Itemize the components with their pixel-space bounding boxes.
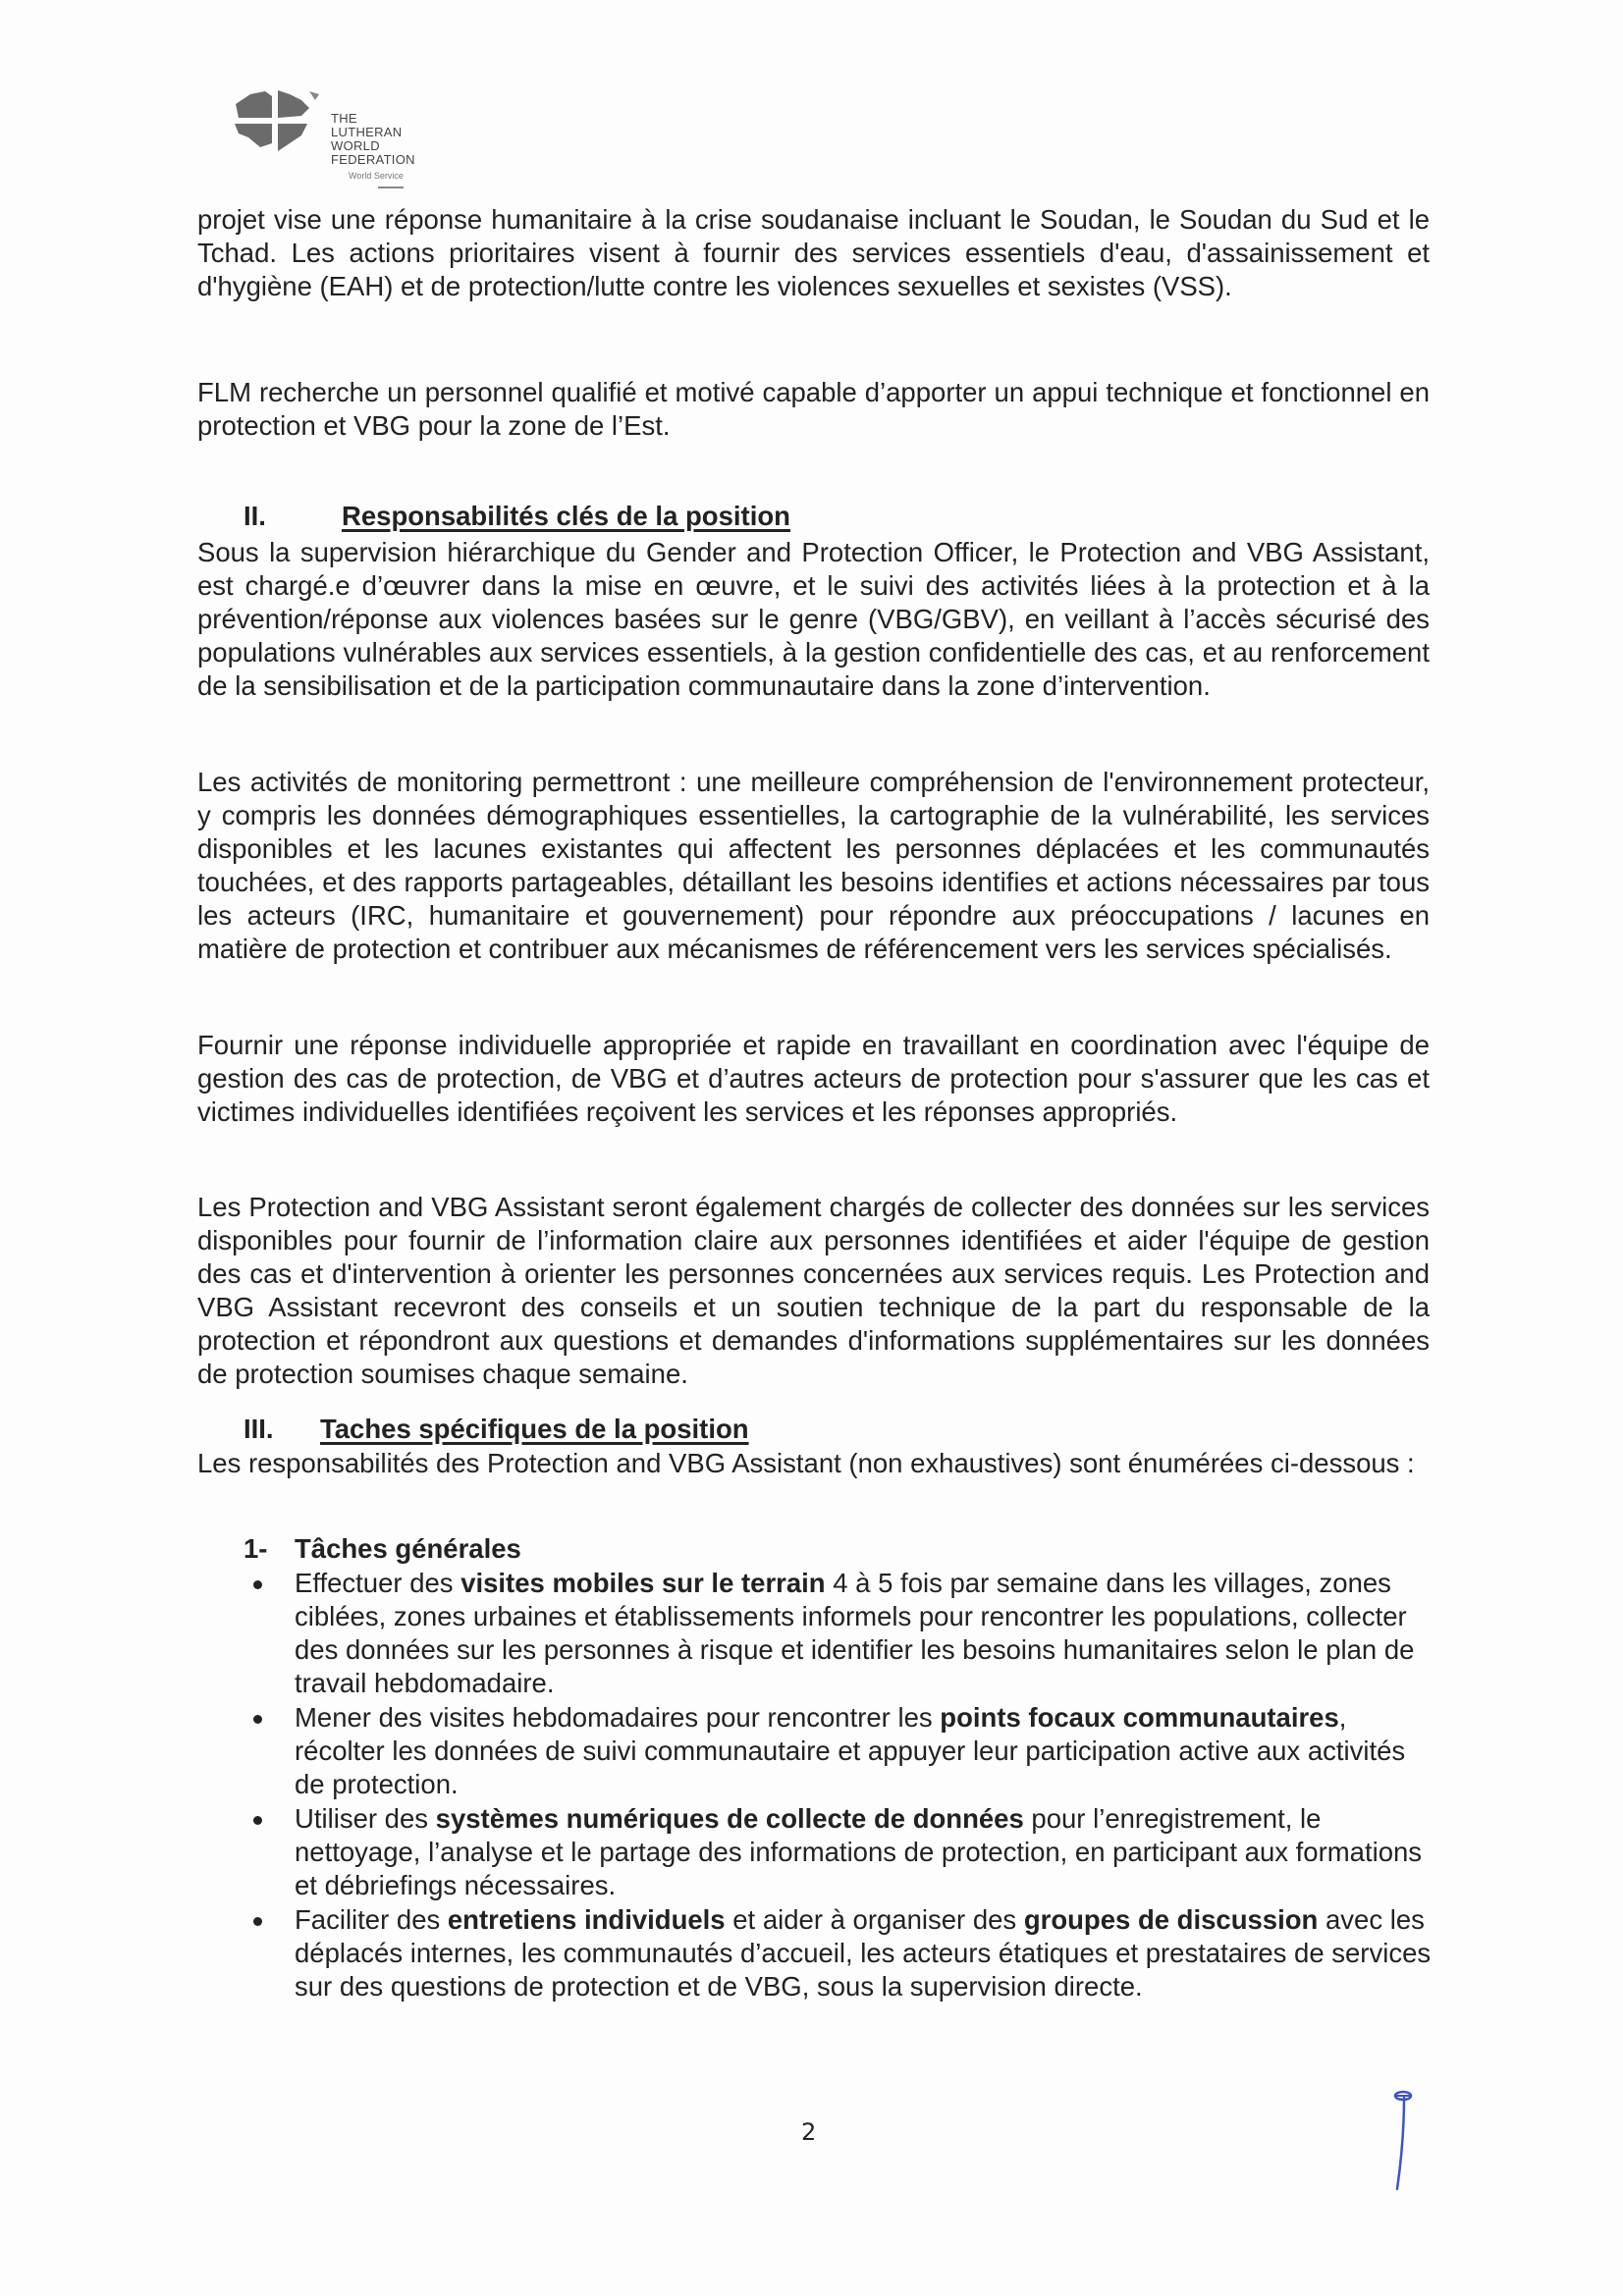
lwf-cross-emblem-icon xyxy=(231,86,329,155)
section2-paragraph-3 xyxy=(197,1029,1430,1129)
bullet-text: avec les déplacés internes, les communautés d’accueil, les acteurs étatiques et prestataires de services sur des questions de protection et de VBG, sous la supervision directe. xyxy=(295,1904,1432,2002)
subsection-heading-1 xyxy=(243,1533,521,1565)
bullet-bold-text: visites mobiles sur le terrain xyxy=(460,1568,826,1598)
bullet-bold-text: groupes de discussion xyxy=(1023,1904,1319,1935)
section-number: III. xyxy=(243,1414,274,1444)
list-item xyxy=(243,1701,1432,1801)
bullet-text: Effectuer des xyxy=(295,1568,461,1598)
bullet-bold-text: points focaux communautaires xyxy=(940,1702,1339,1733)
section2-paragraph-2 xyxy=(197,766,1430,966)
section-heading-3 xyxy=(243,1414,749,1445)
section-title: Responsabilités clés de la position xyxy=(342,501,790,531)
paragraph-text: FLM recherche un personnel qualifié et motivé capable d’apporter un appui technique et fonctionnel en protection et VBG pour la zone de l’Est. xyxy=(197,377,1430,441)
logo-line: THE xyxy=(331,111,357,126)
section3-intro xyxy=(197,1447,1430,1480)
logo-subtitle: World Service xyxy=(349,171,404,181)
section2-paragraph-1 xyxy=(197,536,1430,703)
bullet-bold-text: systèmes numériques de collecte de données xyxy=(435,1803,1024,1834)
bullet-text: Utiliser des xyxy=(295,1803,436,1834)
logo-line: FEDERATION xyxy=(331,152,415,167)
logo-wordmark xyxy=(331,112,415,167)
section-heading-2 xyxy=(243,501,790,532)
section2-paragraph-4 xyxy=(197,1191,1430,1391)
list-item xyxy=(243,1802,1432,1902)
intro-paragraph-2 xyxy=(197,376,1430,443)
subsection-title: Tâches générales xyxy=(295,1533,521,1564)
bullet-icon xyxy=(253,1816,262,1825)
handwritten-initials-signature xyxy=(1382,2086,1422,2194)
bullet-text: 4 à 5 fois par semaine dans les villages, zones ciblées, zones urbaines et établissements informels pour rencontrer les populations, collecter des données sur les personnes à risque et identifier les besoins humanitaires selon le plan de travail hebdomadaire. xyxy=(295,1568,1415,1698)
list-item xyxy=(243,1567,1432,1700)
bullet-text: et aider à organiser des xyxy=(725,1904,1024,1935)
bullet-icon xyxy=(253,1580,262,1589)
bullet-icon xyxy=(253,1917,262,1926)
paragraph-text: Les activités de monitoring permettront : une meilleure compréhension de l'environnement protecteur, y compris les données démographiques essentielles, la cartographie de la vulnérabilité, les services disponibles et les lacunes existantes qui affectent les personnes déplacées et les communautés touchées, et des rapports partageables, détaillant les besoins identifies et actions nécessaires par tous les acteurs (IRC, humanitaire et gouvernement) pour répondre aux préoccupations / lacunes en matière de protection et contribuer aux mécanismes de référencement vers les services spécialisés. xyxy=(197,767,1430,964)
bullet-bold-text: entretiens individuels xyxy=(447,1904,726,1935)
logo-line: WORLD xyxy=(331,138,380,153)
subsection-number: 1- xyxy=(243,1533,268,1564)
bullet-text: Mener des visites hebdomadaires pour rencontrer les xyxy=(295,1702,941,1733)
paragraph-text: projet vise une réponse humanitaire à la crise soudanaise incluant le Soudan, le Soudan du Sud et le Tchad. Les actions prioritaires visent à fournir des services essentiels d'eau, d'assainissement et d'hygiène (EAH) et de protection/lutte contre les violences sexuelles et sexistes (VSS). xyxy=(197,204,1430,301)
bullet-text: Faciliter des xyxy=(295,1904,448,1935)
bullet-icon xyxy=(253,1715,262,1724)
section-title: Taches spécifiques de la position xyxy=(320,1414,749,1444)
bullet-text: , récolter les données de suivi communautaire et appuyer leur participation active aux activités de protection. xyxy=(295,1702,1406,1799)
page-number: 2 xyxy=(801,2118,817,2146)
bullet-text: pour l’enregistrement, le nettoyage, l’analyse et le partage des informations de protection, en participant aux formations et débriefings nécessaires. xyxy=(295,1803,1423,1900)
logo-line: LUTHERAN xyxy=(331,125,403,139)
list-item xyxy=(243,1903,1432,2003)
paragraph-text: Les responsabilités des Protection and VBG Assistant (non exhaustives) sont énumérées ci-dessous : xyxy=(197,1448,1415,1478)
paragraph-text: Sous la supervision hiérarchique du Gender and Protection Officer, le Protection and VBG Assistant, est chargé.e d’œuvrer dans la mise en œuvre, et le suivi des activités liées à la protection et à la prévention/réponse aux violences basées sur le genre (VBG/GBV), en veillant à l’accès sécurisé des populations vulnérables aux services essentiels, à la gestion confidentielle des cas, et au renforcement de la sensibilisation et de la participation communautaire dans la zone d’intervention. xyxy=(197,537,1430,701)
lwf-logo xyxy=(231,86,447,194)
intro-paragraph-1 xyxy=(197,203,1430,303)
paragraph-text: Les Protection and VBG Assistant seront également chargés de collecter des données sur les services disponibles pour fournir de l’information claire aux personnes identifiées et aider l'équipe de gestion des cas et d'intervention à orienter les personnes concernées aux services requis. Les Protection and VBG Assistant recevront des conseils et un soutien technique de la part du responsable de la protection et répondront aux questions et demandes d'informations supplémentaires sur les données de protection soumises chaque semaine. xyxy=(197,1192,1430,1389)
general-tasks-list xyxy=(243,1567,1432,2004)
logo-tagline-mark xyxy=(378,187,404,188)
section-number: II. xyxy=(243,501,266,531)
paragraph-text: Fournir une réponse individuelle appropriée et rapide en travaillant en coordination avec l'équipe de gestion des cas de protection, de VBG et d’autres acteurs de protection pour s'assurer que les cas et victimes individuelles identifiées reçoivent les services et les réponses appropriés. xyxy=(197,1030,1430,1127)
